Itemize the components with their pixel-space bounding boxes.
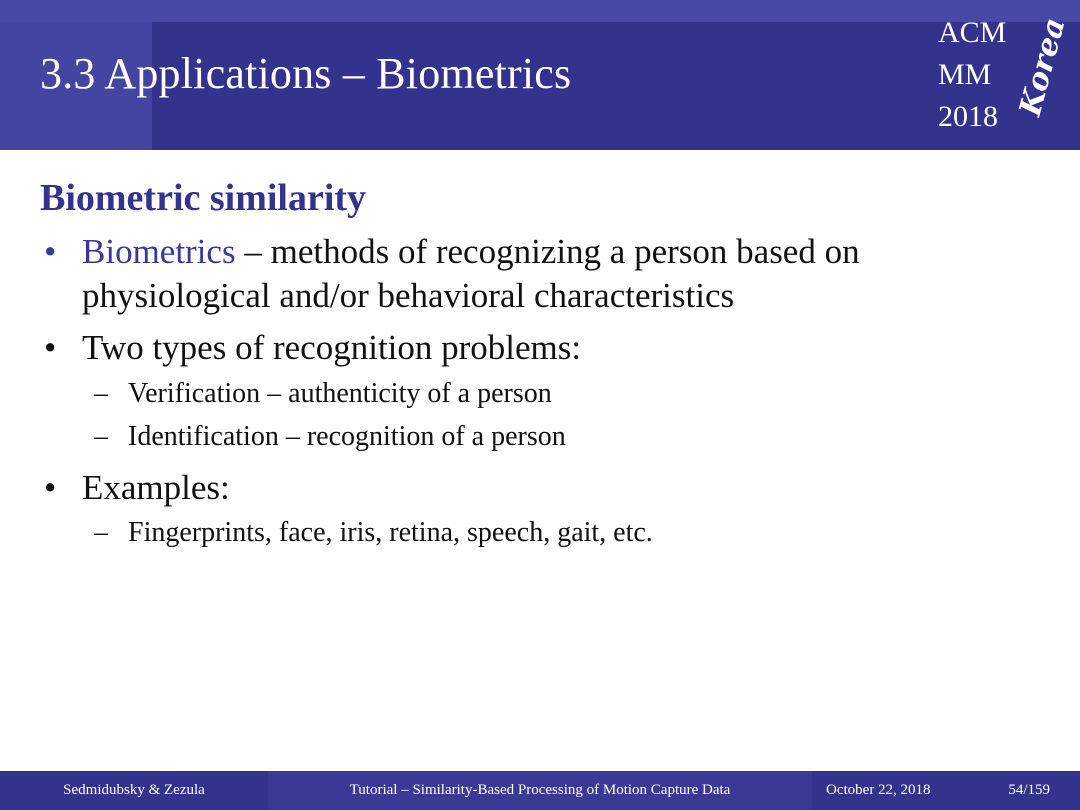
sub-bullet-text: Identification – recognition of a person	[128, 421, 566, 452]
logo-line-acm: ACM	[938, 16, 1007, 49]
term-biometrics: Biometrics	[82, 232, 236, 271]
footer-date: October 22, 2018	[826, 782, 931, 798]
sub-bullet-dash: –	[94, 517, 108, 548]
bullet-text	[82, 230, 860, 274]
sub-bullet-text: Verification – authenticity of a person	[128, 378, 552, 409]
sub-bullet-dash: –	[94, 378, 108, 409]
footer-tutorial-title: Tutorial – Similarity-Based Processing of Motion Capture Data	[349, 782, 731, 798]
footer-authors-segment	[0, 771, 268, 810]
bullet-text: Examples:	[82, 468, 230, 507]
bullet-dot: •	[44, 328, 57, 367]
section-title: Biometric similarity	[40, 177, 367, 219]
bullet-dot: •	[44, 468, 57, 507]
logo-line-year: 2018	[938, 100, 998, 133]
sub-bullet-text: Fingerprints, face, iris, retina, speech, gait, etc.	[128, 517, 653, 548]
footer-tutorial-segment	[268, 771, 812, 810]
logo-line-mm: MM	[938, 58, 992, 91]
bullet-text-rest: – methods of recognizing a person based on	[235, 232, 860, 271]
sub-bullet-dash: –	[94, 421, 108, 452]
slide-title: 3.3 Applications – Biometrics	[40, 49, 572, 98]
logo-korea-script: Korea	[1012, 14, 1073, 120]
slide-footer	[0, 771, 1080, 810]
acm-mm-logo	[938, 14, 1073, 134]
footer-authors: Sedmidubsky & Zezula	[63, 782, 205, 798]
header-top-stripe	[0, 0, 1080, 22]
footer-date-segment	[812, 771, 1080, 810]
bullet-text: Two types of recognition problems:	[82, 328, 582, 367]
slide-header	[0, 0, 1080, 150]
bullet-text-line2: physiological and/or behavioral characteristics	[82, 276, 735, 315]
bullet-dot: •	[44, 232, 57, 271]
footer-page-number: 54/159	[1008, 782, 1050, 798]
